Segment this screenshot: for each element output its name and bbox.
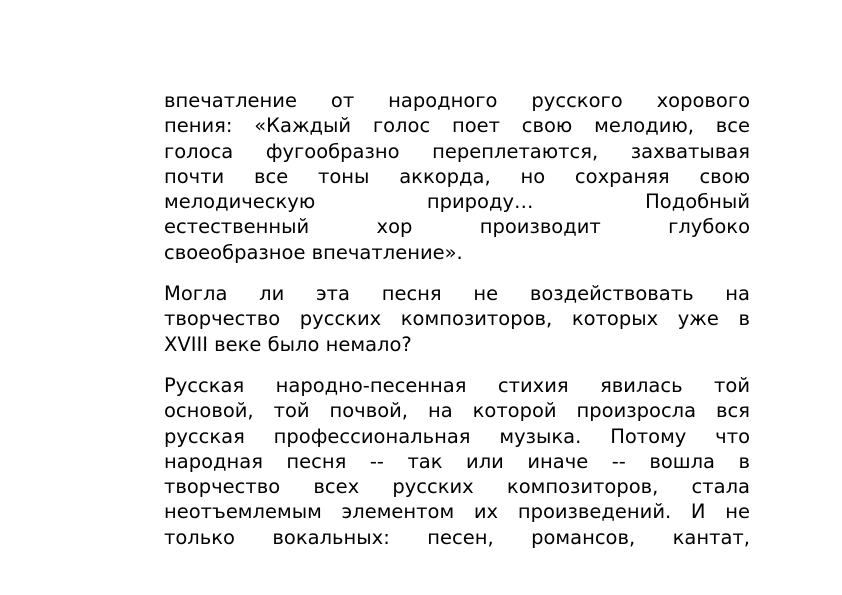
- text-line: впечатление от народного русского хорового: [164, 89, 750, 112]
- text-line: мелодическую природу… Подобный: [164, 190, 750, 214]
- text-line: творчество всех русских композиторов, стала: [164, 475, 750, 499]
- text-line: пения: «Каждый голос поет свою мелодию, все: [164, 114, 750, 138]
- text-line: только вокальных: песен, романсов, кантат,: [164, 525, 750, 549]
- text-line: своеобразное впечатление».: [164, 240, 463, 264]
- paragraph-1: [164, 88, 750, 265]
- text-line: неотъемлемым элементом их произведений. И не: [164, 500, 750, 524]
- text-line: голоса фугообразно переплетаются, захватывая: [164, 139, 750, 163]
- text-line: естественный хор производит глубоко: [164, 215, 750, 239]
- text-line: основой, той почвой, на которой произросла вся: [164, 399, 750, 423]
- text-line: Могла ли эта песня не воздействовать на: [164, 282, 750, 306]
- text-line: народная песня -- так или иначе -- вошла в: [164, 449, 750, 473]
- text-line: творчество русских композиторов, которых уже в: [164, 307, 750, 331]
- paragraph-3: [164, 373, 750, 550]
- paragraph-2: [164, 281, 750, 357]
- text-line: русская профессиональная музыка. Потому что: [164, 424, 750, 448]
- text-line: Русская народно-песенная стихия явилась той: [164, 373, 750, 397]
- body-text: [164, 88, 750, 566]
- text-line: XVIII веке было немало?: [164, 332, 412, 356]
- text-line: почти все тоны аккорда, но сохраняя свою: [164, 164, 750, 188]
